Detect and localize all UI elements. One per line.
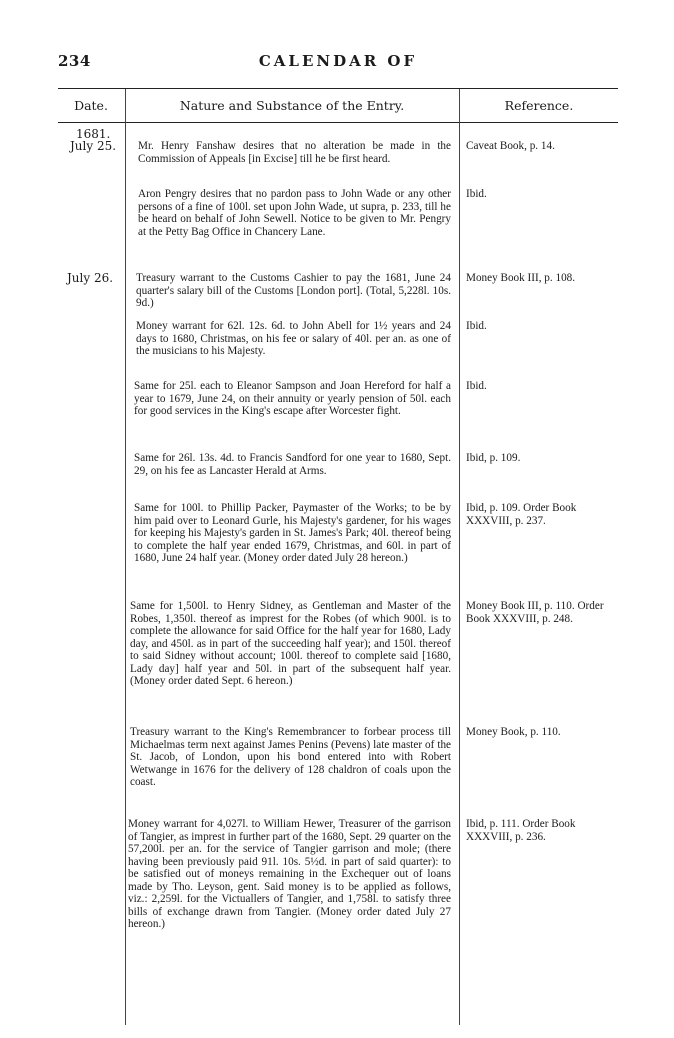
entry-reference: Money Book III, p. 108. [466,272,576,284]
date-july-26: July 26. [67,271,114,285]
column-header-reference: Reference. [504,98,574,113]
entry-text: Treasury warrant to the Customs Cashier to pay the 1681, June 24 quarter's salary bill of the Customs [London port]. (Total, 5,228l. 10s. 9d.) [136,272,451,309]
entry-text: Same for 100l. to Phillip Packer, Paymaster of the Works; to be by him paid over to Leonard Gurle, his Majesty's gardener, for his wages for keeping his Majesty's garden in St. James's Park; 40l. thereof being to complete the half year ended 1679, Christmas, and 60l. in part of 1680, June 24 half year. (Money order dated July 28 hereon.) [134,502,451,564]
entry-reference: Ibid, p. 109. [466,452,521,464]
page-header [58,52,618,76]
page-number: 234 [58,52,91,70]
running-title: CALENDAR OF [258,52,418,70]
entry-reference: Money Book, p. 110. [466,726,561,738]
entry-text: Same for 25l. each to Eleanor Sampson and Joan Hereford for half a year to 1679, June 24, on their annuity or yearly pension of 50l. each for good services in the King's escape after Worcester fight. [134,380,451,417]
entry-reference: Money Book III, p. 110. Order Book XXXVIII, p. 248. [466,600,604,625]
year-label: 1681. [76,127,111,141]
entry-reference: Ibid, p. 109. Order Book XXXVIII, p. 237. [466,502,577,527]
entry-reference: Ibid, p. 111. Order Book XXXVIII, p. 236. [466,818,576,843]
entry-text: Treasury warrant to the King's Remembrancer to forbear process till Michaelmas term next against James Penins (Pevens) late master of the St. Jacob, of London, upon his bond entered into with Robert Wetwange in 1676 for the delivery of 128 chaldron of coals upon the coast. [130,726,451,788]
entry-reference: Ibid. [466,188,487,200]
column-header-date: Date. [74,98,108,113]
entry-reference: Ibid. [466,380,487,392]
entry-text: Aron Pengry desires that no pardon pass to John Wade or any other persons of a fine of 100l. set upon John Wade, ut supra, p. 233, till he be heard on behalf of John Sewell. Notice to be given to Mr. Pengry at the Petty Bag Office in Chancery Lane. [138,188,451,238]
entry-text: Same for 26l. 13s. 4d. to Francis Sandford for one year to 1680, Sept. 29, on his fee as Lancaster Herald at Arms. [134,452,451,477]
date-july-25: July 25. [70,139,117,153]
entry-text: Money warrant for 4,027l. to William Hewer, Treasurer of the garrison of Tangier, as imprest in further part of the 1680, Sept. 29 quarter on the 57,200l. per an. for the service of Tangier garrison and mole; (there having been previously paid 91l. 10s. 5½d. in part of said quarter): to be satisfied out of moneys remaining in the Exchequer out of loans made by Tho. Leyson, gent. Said money is to be applied as follows, viz.: 2,259l. for the Victuallers of Tangier, and 1,758l. to satisfy three bills of exchange drawn from Tangier. (Money order dated July 27 hereon.) [128,818,451,930]
entry-reference: Caveat Book, p. 14. [466,140,555,152]
top-rule [58,88,618,89]
date-column-divider [125,89,126,1025]
entry-reference: Ibid. [466,320,487,332]
reference-column-divider [459,89,460,1025]
entry-text: Money warrant for 62l. 12s. 6d. to John Abell for 1½ years and 24 days to 1680, Christmas, on his fee or salary of 40l. per an. as one of the musicians to his Majesty. [136,320,451,357]
entry-text: Mr. Henry Fanshaw desires that no alteration be made in the Commission of Appeals [in Excise] till he be first heard. [138,140,451,165]
header-rule [58,122,618,123]
entry-text: Same for 1,500l. to Henry Sidney, as Gentleman and Master of the Robes, 1,350l. thereof as imprest for the Robes (of which 900l. is to complete the allowance for said Office for the half year for 1680, Lady day, and 450l. as in part of the succeeding half year); and 150l. thereof to said Sidney without account; 100l. thereof to complete said [1680, Lady day] half year and 50l. in part of the subsequent half year. (Money order dated Sept. 6 hereon.) [130,600,451,687]
column-header-nature: Nature and Substance of the Entry. [179,98,405,113]
